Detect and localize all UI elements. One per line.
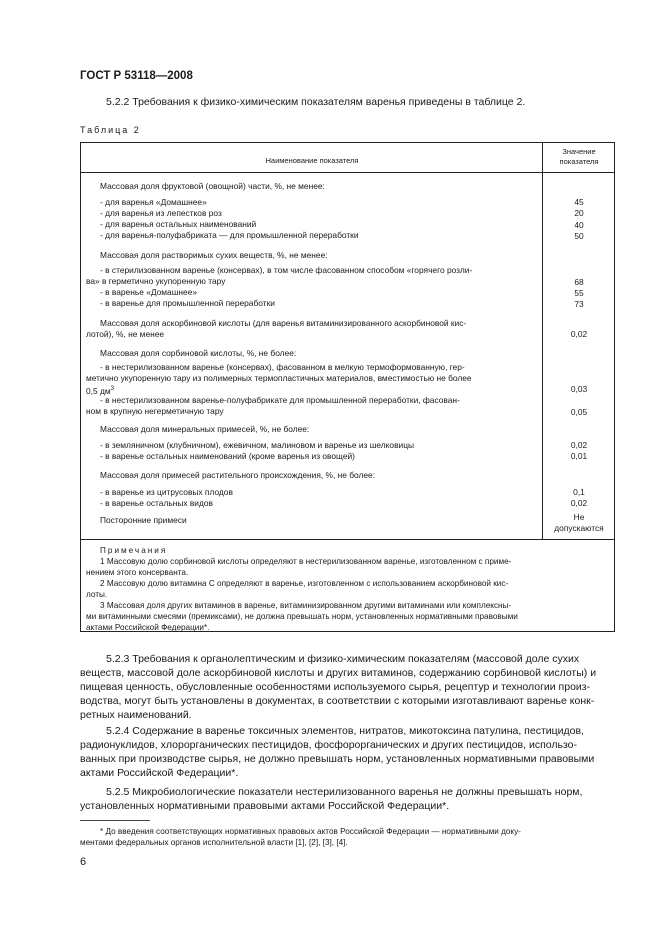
column-header-value: Значение показателя: [559, 147, 599, 166]
table-value: 55: [574, 288, 584, 298]
table-row: - в варенье для промышленной переработки: [100, 298, 275, 308]
paragraph-line: актами Российской Федерации*.: [80, 767, 239, 779]
table-value: 0,03: [570, 384, 588, 394]
table-row: лотой), %, не менее: [86, 329, 165, 339]
table-row: - для варенья остальных наименований: [100, 219, 257, 229]
table-row: Массовая доля растворимых сухих веществ, %, не менее:: [100, 250, 328, 260]
table-value: Не: [573, 512, 585, 522]
table-row: - в нестерилизованном варенье (консервах), фасованном в мелкую термоформованную, гер-: [100, 362, 465, 372]
footnote-line: * До введения соответствующих нормативных правовых актов Российской Федерации — нормативными доку-: [100, 827, 521, 836]
footnote-line: ментами федеральных органов исполнительной власти [1], [2], [3], [4].: [80, 838, 348, 847]
notes-divider: [80, 539, 615, 540]
table-value: допускаются: [554, 523, 604, 533]
note-line: 2 Массовую долю витамина С определяют в варенье, изготовленном с использованием аскорбиновой кис-: [100, 579, 509, 588]
table-caption: Таблица 2: [80, 125, 141, 135]
page-number: 6: [80, 856, 87, 868]
paragraph-line: 5.2.3 Требования к органолептическим и физико-химическим показателям (массовой доле сухих: [106, 653, 580, 665]
table-row: ва» в герметично укупоренную тару: [86, 276, 226, 286]
note-line: 3 Массовая доля других витаминов в варенье, витаминизированном другими витаминами или комплексны-: [100, 601, 512, 610]
note-line: 1 Массовую долю сорбиновой кислоты определяют в нестерилизованном варенье, изготовленном с приме-: [100, 557, 512, 566]
header-divider: [80, 172, 615, 173]
table-row: - в варенье из цитрусовых плодов: [100, 487, 233, 497]
table-value: 0,05: [570, 407, 588, 417]
table-value: 0,01: [570, 451, 588, 461]
table-row: - для варенья из лепестков роз: [100, 208, 222, 218]
paragraph-line: ретных наименований.: [80, 709, 192, 721]
paragraph-line: 5.2.5 Микробиологические показатели нестерилизованного варенья не должны превышать норм,: [106, 786, 583, 798]
table-value: 0,1: [573, 487, 585, 497]
table-value: 50: [574, 231, 584, 241]
paragraph-line: установленных нормативными правовыми актами Российской Федерации*.: [80, 800, 450, 812]
table-row: - для варенья «Домашнее»: [100, 197, 207, 207]
table-row: - в варенье остальных видов: [100, 498, 213, 508]
table-row: - в нестерилизованном варенье-полуфабрикате для промышленной переработки, фасован-: [100, 395, 460, 405]
note-line: лоты.: [86, 590, 108, 599]
table-value: 0,02: [570, 498, 588, 508]
table-value: 0,02: [570, 440, 588, 450]
table-value: 40: [574, 220, 584, 230]
table-row: Массовая доля фруктовой (овощной) части, %, не менее:: [100, 181, 325, 191]
table-row: - в земляничном (клубничном), ежевичном, малиновом и варенье из шелковицы: [100, 440, 415, 450]
notes-title: Примечания: [100, 546, 168, 555]
table-row: Массовая доля минеральных примесей, %, не более:: [100, 424, 310, 434]
table-row: 0,5 $дм^3$: [86, 385, 114, 396]
table-row: - в стерилизованном варенье (консервах), в том числе фасованном способом «горячего розли-: [100, 265, 473, 275]
paragraph-line: водства, могут быть установлены в документах, в соответствии с которыми изготавливают варенье конк-: [80, 695, 595, 707]
table-row: Массовая доля примесей растительного происхождения, %, не более:: [100, 470, 376, 480]
paragraph-line: 5.2.4 Содержание в варенье токсичных элементов, нитратов, микотоксина патулина, пестицидов,: [106, 725, 584, 737]
note-line: ми витаминными смесями (премиксами), не должна превышать норм, установленных нормативными правовыми: [86, 612, 518, 621]
table-value: 0,02: [570, 329, 588, 339]
table-row: Массовая доля аскорбиновой кислоты (для варенья витаминизированного аскорбиновой кис-: [100, 318, 467, 328]
table-value: 68: [574, 277, 584, 287]
table-row: ном в крупную негерметичную тару: [86, 406, 224, 416]
table-value: 73: [574, 299, 584, 309]
note-line: нением этого консерванта.: [86, 568, 189, 577]
paragraph-line: веществ, массовой доле аскорбиновой кислоты и других витаминов, содержанию сорбиновой кислоты) и: [80, 667, 597, 679]
table-row: - в варенье остальных наименований (кроме варенья из овощей): [100, 451, 355, 461]
table-row: Посторонние примеси: [100, 515, 187, 525]
table-row: - для варенья-полуфабриката — для промышленной переработки: [100, 230, 359, 240]
column-header-name: Наименование показателя: [265, 156, 359, 165]
paragraph-line: радионуклидов, хлорорганических пестицидов, фосфорорганических и других пестицидов, использо-: [80, 739, 577, 751]
paragraph-line: ванных при производстве сырья, не должно превышать норм, установленных нормативными правовыми: [80, 753, 595, 765]
table-row: метично укупоренную тару из полимерных термопластичных материалов, вместимостью не более: [86, 373, 472, 383]
paragraph-line: пищевая ценность, обусловленные особенностями используемого сырья, рецептур и технологии произ-: [80, 681, 591, 693]
note-line: актами Российской Федерации*.: [86, 623, 210, 632]
table-row: Массовая доля сорбиновой кислоты, %, не более:: [100, 348, 297, 358]
table-value: 45: [574, 197, 584, 207]
intro-paragraph: 5.2.2 Требования к физико-химическим показателям варенья приведены в таблице 2.: [106, 96, 526, 108]
document-header: ГОСТ Р 53118—2008: [80, 70, 193, 82]
table-value: 20: [574, 208, 584, 218]
footnote-separator: [80, 820, 150, 821]
table-row: - в варенье «Домашнее»: [100, 287, 198, 297]
